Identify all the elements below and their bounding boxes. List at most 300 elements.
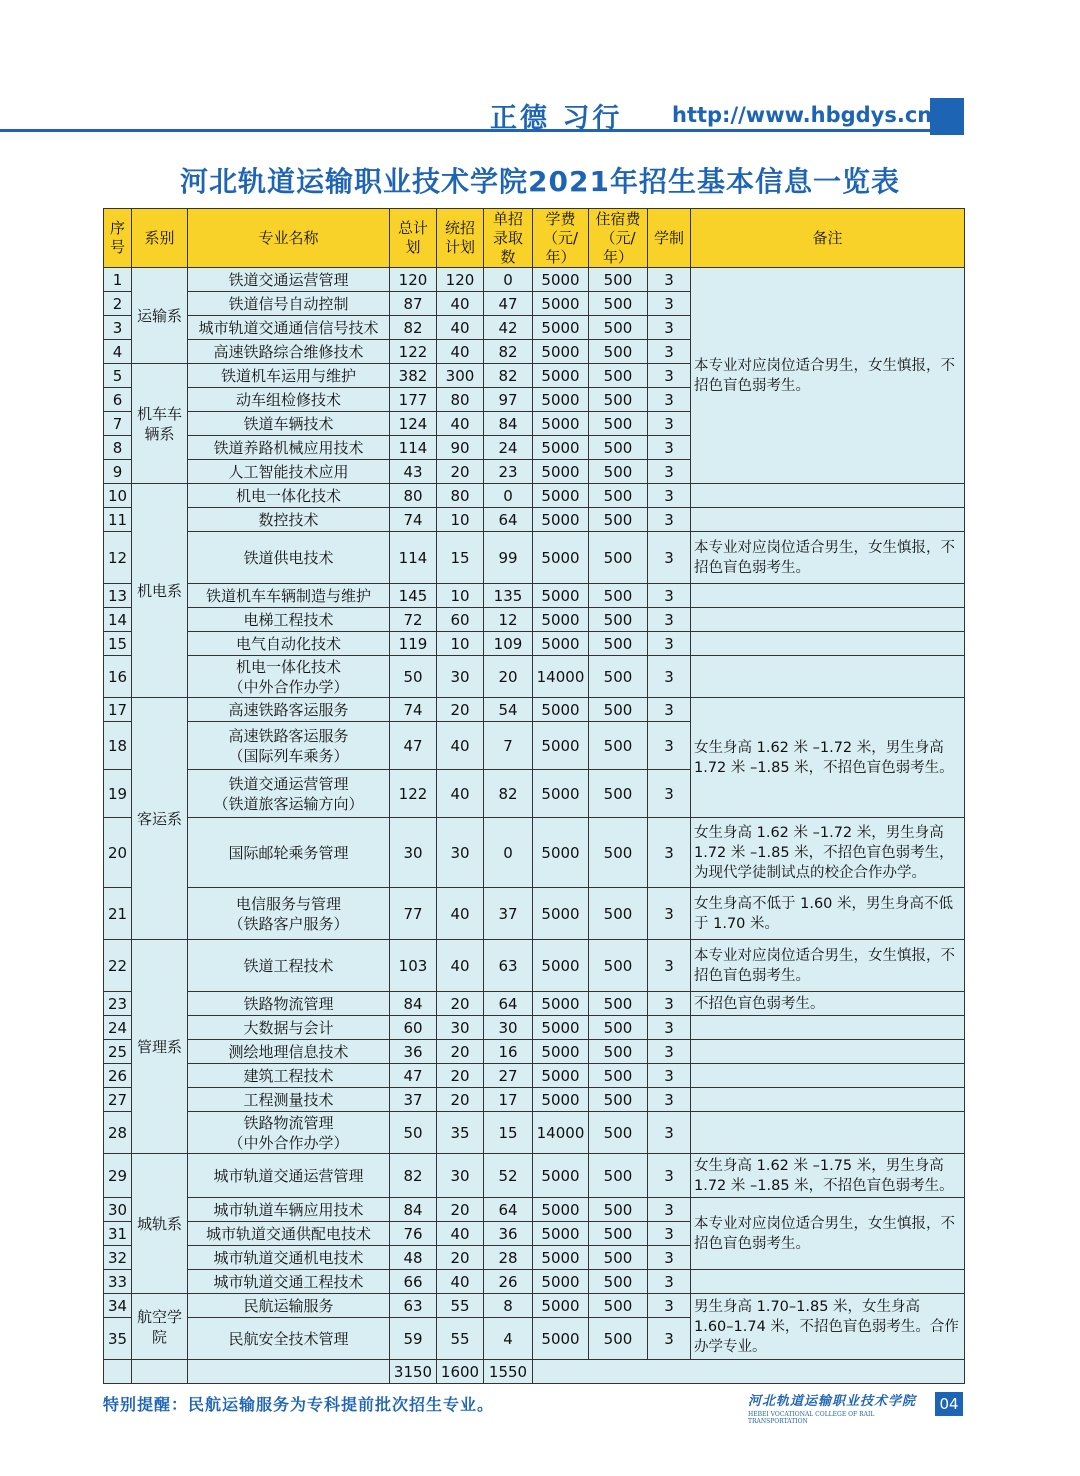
single-admission: 82 [484, 340, 533, 364]
single-admission: 23 [484, 460, 533, 484]
study-years: 3 [648, 1040, 691, 1064]
totals-row [104, 1360, 965, 1384]
single-admission: 30 [484, 1016, 533, 1040]
row-number: 29 [104, 1154, 132, 1198]
study-years: 3 [648, 316, 691, 340]
major-name-line1: 高速铁路客运服务 [228, 726, 349, 745]
unified-plan: 30 [437, 818, 484, 888]
dorm-fee: 500 [589, 1246, 648, 1270]
major-name-line2: （铁路客户服务） [228, 914, 349, 933]
dorm-fee: 500 [589, 770, 648, 818]
tuition-fee: 5000 [533, 316, 589, 340]
single-admission: 99 [484, 532, 533, 584]
unified-plan: 20 [437, 1040, 484, 1064]
study-years: 3 [648, 1294, 691, 1318]
study-years: 3 [648, 1318, 691, 1360]
remark-cell [691, 484, 965, 508]
row-number: 6 [104, 388, 132, 412]
tuition-fee: 5000 [533, 1246, 589, 1270]
study-years: 3 [648, 1198, 691, 1222]
major-name [188, 1198, 390, 1222]
department-cell: 机电系 [132, 484, 188, 698]
total-plan: 37 [390, 1088, 437, 1112]
major-name [188, 992, 390, 1016]
unified-plan: 20 [437, 1064, 484, 1088]
table-row [104, 584, 965, 608]
college-logo [748, 1390, 933, 1425]
dorm-fee: 500 [589, 508, 648, 532]
study-years: 3 [648, 992, 691, 1016]
sum-total: 3150 [390, 1360, 437, 1384]
unified-plan: 40 [437, 940, 484, 992]
total-plan: 114 [390, 532, 437, 584]
tuition-fee: 5000 [533, 388, 589, 412]
col-header-dorm: 住宿费（元/年） [589, 209, 648, 268]
col-header-plan: 统招计划 [437, 209, 484, 268]
remark-cell: 女生身高不低于 1.60 米，男生身高不低于 1.70 米。 [691, 888, 965, 940]
remark-cell: 本专业对应岗位适合男生，女生慎报，不招色盲色弱考生。 [691, 268, 965, 484]
dorm-fee: 500 [589, 1198, 648, 1222]
dorm-fee: 500 [589, 1064, 648, 1088]
major-name-line1: 铁道交通运营管理 [228, 270, 349, 289]
dorm-fee: 500 [589, 436, 648, 460]
major-name-line1: 高速铁路综合维修技术 [213, 342, 364, 361]
major-name-line1: 民航运输服务 [243, 1296, 334, 1315]
unified-plan: 40 [437, 1270, 484, 1294]
dorm-fee: 500 [589, 484, 648, 508]
major-name [188, 698, 390, 722]
remark-cell [691, 584, 965, 608]
major-name-line1: 城市轨道交通工程技术 [213, 1272, 364, 1291]
major-name-line1: 铁路物流管理 [243, 1113, 334, 1132]
major-name [188, 1222, 390, 1246]
tuition-fee: 5000 [533, 992, 589, 1016]
tuition-fee: 5000 [533, 584, 589, 608]
study-years: 3 [648, 364, 691, 388]
total-plan: 74 [390, 508, 437, 532]
total-plan: 72 [390, 608, 437, 632]
enrollment-table [103, 208, 965, 1384]
major-name-line2: （铁道旅客运输方向） [213, 794, 364, 813]
dorm-fee: 500 [589, 1088, 648, 1112]
col-header-fee: 学费（元/年） [533, 209, 589, 268]
table-row [104, 608, 965, 632]
unified-plan: 40 [437, 722, 484, 770]
single-admission: 27 [484, 1064, 533, 1088]
remark-cell: 不招色盲色弱考生。 [691, 992, 965, 1016]
single-admission: 36 [484, 1222, 533, 1246]
tuition-fee: 5000 [533, 940, 589, 992]
study-years: 3 [648, 940, 691, 992]
major-name [188, 888, 390, 940]
remark-cell [691, 1064, 965, 1088]
total-plan: 145 [390, 584, 437, 608]
dorm-fee: 500 [589, 1294, 648, 1318]
single-admission: 64 [484, 992, 533, 1016]
total-plan: 60 [390, 1016, 437, 1040]
dorm-fee: 500 [589, 1318, 648, 1360]
major-name-line1: 铁道车辆技术 [243, 414, 334, 433]
unified-plan: 90 [437, 436, 484, 460]
row-number: 9 [104, 460, 132, 484]
single-admission: 97 [484, 388, 533, 412]
study-years: 3 [648, 888, 691, 940]
tuition-fee: 5000 [533, 340, 589, 364]
row-number: 14 [104, 608, 132, 632]
dorm-fee: 500 [589, 1270, 648, 1294]
major-name [188, 364, 390, 388]
unified-plan: 120 [437, 268, 484, 292]
row-number: 13 [104, 584, 132, 608]
header-rule [0, 129, 930, 132]
sum-single: 1550 [484, 1360, 533, 1384]
major-name-line1: 动车组检修技术 [235, 390, 341, 409]
special-reminder: 特别提醒：民航运输服务为专科提前批次招生专业。 [103, 1395, 495, 1414]
study-years: 3 [648, 388, 691, 412]
major-name [188, 1040, 390, 1064]
unified-plan: 40 [437, 1222, 484, 1246]
single-admission: 82 [484, 770, 533, 818]
major-name [188, 656, 390, 698]
major-name-line2: （中外合作办学） [228, 1133, 349, 1152]
dorm-fee: 500 [589, 460, 648, 484]
tuition-fee: 5000 [533, 1294, 589, 1318]
unified-plan: 55 [437, 1294, 484, 1318]
dorm-fee: 500 [589, 698, 648, 722]
row-number: 31 [104, 1222, 132, 1246]
major-name-line1: 机电一体化技术 [235, 486, 341, 505]
sum-plan: 1600 [437, 1360, 484, 1384]
total-plan: 77 [390, 888, 437, 940]
major-name-line1: 铁道养路机械应用技术 [213, 438, 364, 457]
remark-cell [691, 656, 965, 698]
total-plan: 82 [390, 1154, 437, 1198]
table-row [104, 1154, 965, 1198]
remark-cell [691, 1088, 965, 1112]
row-number: 19 [104, 770, 132, 818]
tuition-fee: 5000 [533, 770, 589, 818]
unified-plan: 10 [437, 508, 484, 532]
unified-plan: 10 [437, 584, 484, 608]
unified-plan: 40 [437, 770, 484, 818]
study-years: 3 [648, 656, 691, 698]
tuition-fee: 5000 [533, 818, 589, 888]
study-years: 3 [648, 1222, 691, 1246]
tuition-fee: 5000 [533, 364, 589, 388]
unified-plan: 40 [437, 888, 484, 940]
major-name-line1: 城市轨道交通运营管理 [213, 1166, 364, 1185]
dorm-fee: 500 [589, 340, 648, 364]
dorm-fee: 500 [589, 584, 648, 608]
study-years: 3 [648, 584, 691, 608]
unified-plan: 30 [437, 1154, 484, 1198]
header-url[interactable]: http://www.hbgdys.cn [672, 103, 933, 127]
total-plan: 122 [390, 340, 437, 364]
major-name-line1: 铁道机车车辆制造与维护 [205, 586, 371, 605]
row-number: 10 [104, 484, 132, 508]
total-plan: 103 [390, 940, 437, 992]
total-plan: 122 [390, 770, 437, 818]
single-admission: 26 [484, 1270, 533, 1294]
total-plan: 114 [390, 436, 437, 460]
major-name-line1: 铁道供电技术 [243, 548, 334, 567]
single-admission: 47 [484, 292, 533, 316]
study-years: 3 [648, 1112, 691, 1154]
study-years: 3 [648, 412, 691, 436]
single-admission: 84 [484, 412, 533, 436]
study-years: 3 [648, 698, 691, 722]
department-cell: 客运系 [132, 698, 188, 940]
total-plan: 177 [390, 388, 437, 412]
tuition-fee: 5000 [533, 632, 589, 656]
totals-blank [104, 1360, 132, 1384]
major-name-line1: 城市轨道交通机电技术 [213, 1248, 364, 1267]
major-name [188, 292, 390, 316]
major-name [188, 1294, 390, 1318]
department-cell: 机车车辆系 [132, 364, 188, 484]
unified-plan: 40 [437, 412, 484, 436]
unified-plan: 20 [437, 460, 484, 484]
table-row [104, 656, 965, 698]
header-motto: 正德 习行 [490, 103, 623, 134]
row-number: 30 [104, 1198, 132, 1222]
single-admission: 0 [484, 268, 533, 292]
tuition-fee: 5000 [533, 1198, 589, 1222]
logo-cn: 河北轨道运输职业技术学院 [748, 1394, 917, 1409]
dorm-fee: 500 [589, 818, 648, 888]
tuition-fee: 5000 [533, 1040, 589, 1064]
col-header-note: 备注 [691, 209, 965, 268]
remark-cell [691, 1112, 965, 1154]
remark-cell: 女生身高 1.62 米 –1.72 米，男生身高 1.72 米 –1.85 米，不招色盲色弱考生，为现代学徒制试点的校企合作办学。 [691, 818, 965, 888]
header-color-block [930, 98, 964, 135]
study-years: 3 [648, 436, 691, 460]
study-years: 3 [648, 608, 691, 632]
totals-blank [132, 1360, 188, 1384]
remark-cell: 女生身高 1.62 米 –1.72 米，男生身高 1.72 米 –1.85 米，不招色盲色弱考生。 [691, 698, 965, 818]
single-admission: 16 [484, 1040, 533, 1064]
tuition-fee: 5000 [533, 412, 589, 436]
single-admission: 135 [484, 584, 533, 608]
major-name [188, 532, 390, 584]
study-years: 3 [648, 508, 691, 532]
total-plan: 382 [390, 364, 437, 388]
row-number: 22 [104, 940, 132, 992]
unified-plan: 60 [437, 608, 484, 632]
tuition-fee: 14000 [533, 1112, 589, 1154]
major-name-line1: 测绘地理信息技术 [228, 1042, 349, 1061]
unified-plan: 40 [437, 292, 484, 316]
table-row [104, 818, 965, 888]
single-admission: 24 [484, 436, 533, 460]
single-admission: 15 [484, 1112, 533, 1154]
study-years: 3 [648, 1088, 691, 1112]
unified-plan: 10 [437, 632, 484, 656]
row-number: 32 [104, 1246, 132, 1270]
dorm-fee: 500 [589, 1154, 648, 1198]
major-name [188, 460, 390, 484]
logo-en: HEBEI VOCATIONAL COLLEGE OF RAIL TRANSPORTATION [748, 1411, 875, 1425]
total-plan: 59 [390, 1318, 437, 1360]
unified-plan: 20 [437, 698, 484, 722]
major-name [188, 1112, 390, 1154]
total-plan: 84 [390, 992, 437, 1016]
single-admission: 20 [484, 656, 533, 698]
dorm-fee: 500 [589, 722, 648, 770]
unified-plan: 300 [437, 364, 484, 388]
major-name-line1: 城市轨道车辆应用技术 [213, 1200, 364, 1219]
single-admission: 64 [484, 1198, 533, 1222]
total-plan: 124 [390, 412, 437, 436]
study-years: 3 [648, 292, 691, 316]
unified-plan: 40 [437, 316, 484, 340]
unified-plan: 80 [437, 388, 484, 412]
table-row [104, 1270, 965, 1294]
tuition-fee: 5000 [533, 532, 589, 584]
major-name [188, 268, 390, 292]
tuition-fee: 5000 [533, 1064, 589, 1088]
major-name [188, 388, 390, 412]
unified-plan: 15 [437, 532, 484, 584]
single-admission: 54 [484, 698, 533, 722]
single-admission: 8 [484, 1294, 533, 1318]
single-admission: 0 [484, 818, 533, 888]
tuition-fee: 5000 [533, 698, 589, 722]
tuition-fee: 5000 [533, 888, 589, 940]
col-header-major: 专业名称 [188, 209, 390, 268]
col-header-years: 学制 [648, 209, 691, 268]
major-name [188, 1064, 390, 1088]
unified-plan: 30 [437, 656, 484, 698]
dorm-fee: 500 [589, 656, 648, 698]
page-number: 04 [935, 1392, 963, 1416]
table-row [104, 1064, 965, 1088]
dorm-fee: 500 [589, 292, 648, 316]
row-number: 21 [104, 888, 132, 940]
major-name-line1: 铁道信号自动控制 [228, 294, 349, 313]
col-header-no: 序号 [104, 209, 132, 268]
dorm-fee: 500 [589, 364, 648, 388]
unified-plan: 35 [437, 1112, 484, 1154]
remark-cell [691, 608, 965, 632]
row-number: 35 [104, 1318, 132, 1360]
major-name [188, 508, 390, 532]
single-admission: 4 [484, 1318, 533, 1360]
unified-plan: 40 [437, 340, 484, 364]
total-plan: 84 [390, 1198, 437, 1222]
single-admission: 28 [484, 1246, 533, 1270]
major-name [188, 818, 390, 888]
major-name [188, 1088, 390, 1112]
single-admission: 64 [484, 508, 533, 532]
major-name-line1: 大数据与会计 [243, 1018, 334, 1037]
department-cell: 城轨系 [132, 1154, 188, 1294]
total-plan: 47 [390, 1064, 437, 1088]
major-name-line1: 建筑工程技术 [243, 1066, 334, 1085]
dorm-fee: 500 [589, 992, 648, 1016]
major-name [188, 340, 390, 364]
totals-blank [533, 1360, 965, 1384]
remark-cell: 本专业对应岗位适合男生，女生慎报，不招色盲色弱考生。 [691, 940, 965, 992]
single-admission: 17 [484, 1088, 533, 1112]
major-name-line1: 城市轨道交通通信信号技术 [198, 318, 379, 337]
major-name-line1: 数控技术 [258, 510, 319, 529]
dorm-fee: 500 [589, 1040, 648, 1064]
major-name-line1: 城市轨道交通供配电技术 [205, 1224, 371, 1243]
row-number: 26 [104, 1064, 132, 1088]
study-years: 3 [648, 770, 691, 818]
major-name [188, 1318, 390, 1360]
total-plan: 63 [390, 1294, 437, 1318]
tuition-fee: 5000 [533, 608, 589, 632]
major-name [188, 412, 390, 436]
major-name [188, 1016, 390, 1040]
row-number: 28 [104, 1112, 132, 1154]
tuition-fee: 5000 [533, 508, 589, 532]
table-row [104, 532, 965, 584]
single-admission: 42 [484, 316, 533, 340]
tuition-fee: 5000 [533, 1154, 589, 1198]
total-plan: 47 [390, 722, 437, 770]
major-name [188, 1270, 390, 1294]
unified-plan: 20 [437, 1198, 484, 1222]
tuition-fee: 5000 [533, 722, 589, 770]
remark-cell: 男生身高 1.70–1.85 米，女生身高 1.60–1.74 米，不招色盲色弱考生。合作办学专业。 [691, 1294, 965, 1360]
total-plan: 76 [390, 1222, 437, 1246]
major-name-line1: 工程测量技术 [243, 1090, 334, 1109]
table-row [104, 484, 965, 508]
remark-cell: 本专业对应岗位适合男生，女生慎报，不招色盲色弱考生。 [691, 1198, 965, 1270]
major-name-line1: 电信服务与管理 [235, 894, 341, 913]
table-row [104, 1112, 965, 1154]
total-plan: 50 [390, 656, 437, 698]
single-admission: 82 [484, 364, 533, 388]
major-name [188, 608, 390, 632]
remark-cell [691, 1016, 965, 1040]
major-name-line1: 机电一体化技术 [235, 657, 341, 676]
total-plan: 66 [390, 1270, 437, 1294]
study-years: 3 [648, 340, 691, 364]
tuition-fee: 5000 [533, 484, 589, 508]
table-row [104, 1294, 965, 1318]
total-plan: 74 [390, 698, 437, 722]
row-number: 34 [104, 1294, 132, 1318]
single-admission: 63 [484, 940, 533, 992]
remark-cell [691, 1040, 965, 1064]
unified-plan: 20 [437, 1246, 484, 1270]
col-header-single: 单招录取数 [484, 209, 533, 268]
total-plan: 119 [390, 632, 437, 656]
row-number: 18 [104, 722, 132, 770]
remark-cell: 本专业对应岗位适合男生，女生慎报，不招色盲色弱考生。 [691, 532, 965, 584]
study-years: 3 [648, 484, 691, 508]
major-name-line1: 民航安全技术管理 [228, 1329, 349, 1348]
dorm-fee: 500 [589, 1016, 648, 1040]
department-cell: 运输系 [132, 268, 188, 364]
table-row [104, 992, 965, 1016]
unified-plan: 55 [437, 1318, 484, 1360]
study-years: 3 [648, 818, 691, 888]
dorm-fee: 500 [589, 532, 648, 584]
remark-cell [691, 1270, 965, 1294]
table-row [104, 268, 965, 292]
study-years: 3 [648, 1154, 691, 1198]
table-row [104, 888, 965, 940]
single-admission: 52 [484, 1154, 533, 1198]
dorm-fee: 500 [589, 388, 648, 412]
major-name [188, 436, 390, 460]
row-number: 8 [104, 436, 132, 460]
